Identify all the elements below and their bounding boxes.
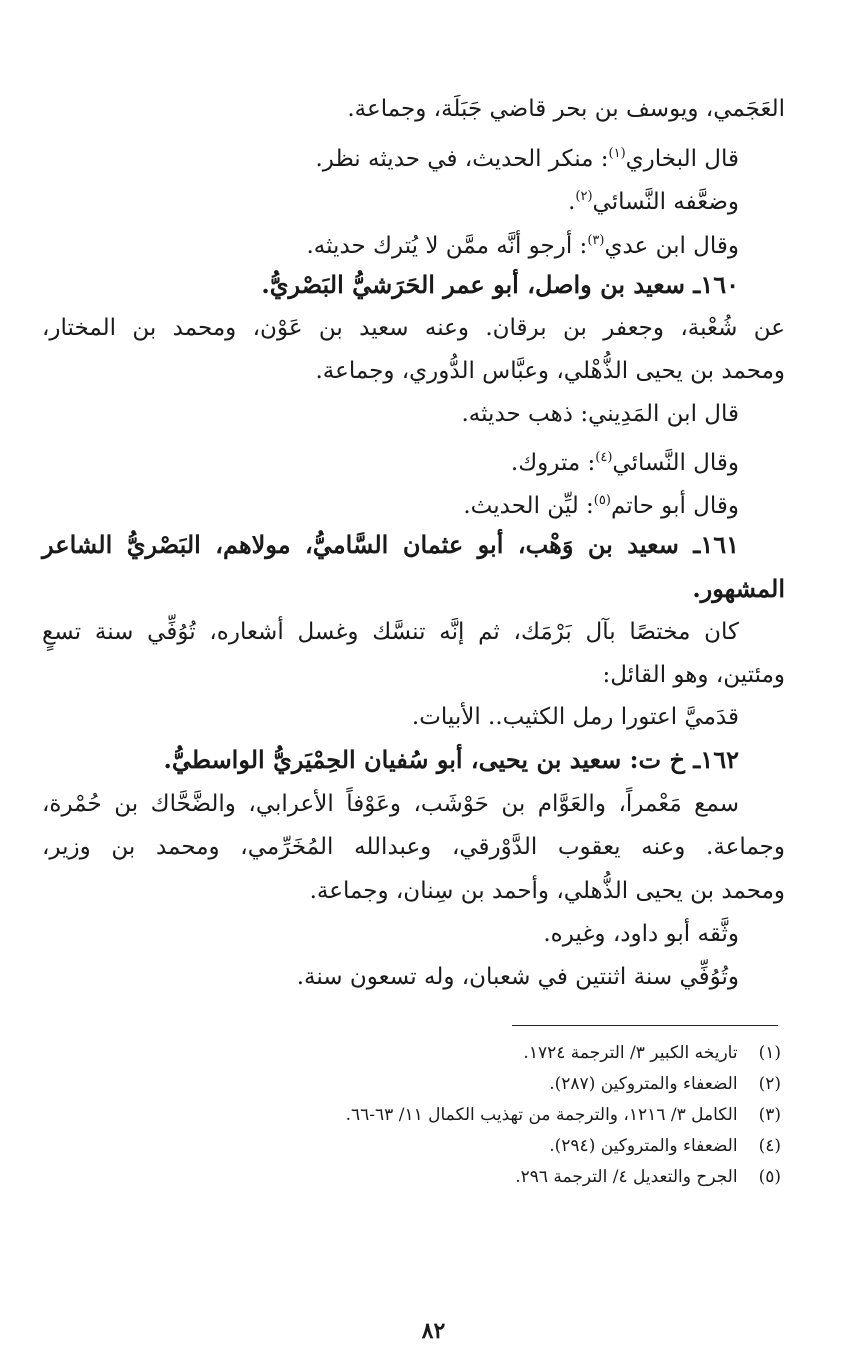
line-text: . — [568, 189, 576, 215]
footnote-number: (٥) — [758, 1167, 781, 1187]
text-line: كان مختصًا بآل بَرْمَك، ثم إنَّه تنسَّك وغسل أشعاره، تُوُفِّي سنة تسعٍ — [42, 619, 739, 645]
footnote-ref: (٣) — [587, 233, 605, 248]
text-line: العَجَمي، ويوسف بن بحر قاضي جَبَلَة، وجماعة. — [347, 96, 785, 122]
entry-heading: ١٦٢ـ خ ت: سعيد بن يحيى، أبو سُفيان الحِمْيَريُّ الواسطيُّ. — [163, 745, 739, 774]
text-line — [42, 224, 739, 258]
footnote-number: (٣) — [758, 1105, 781, 1125]
footnote-separator — [512, 1025, 778, 1026]
footnote-ref: (٤) — [595, 450, 613, 465]
line-text: وقال النَّسائي — [612, 450, 739, 476]
footnote-text: الكامل ٣/ ١٢١٦، والترجمة من تهذيب الكمال ١١/ ٦٣-٦٦. — [345, 1105, 738, 1125]
footnote — [200, 1102, 781, 1128]
text-line — [42, 484, 739, 518]
footnote-text: تاريخه الكبير ٣/ الترجمة ١٧٢٤. — [523, 1043, 738, 1063]
entry-heading-continued: المشهور. — [692, 574, 785, 603]
footnote-number: (٢) — [758, 1074, 781, 1094]
line-text: : أرجو أنَّه ممَّن لا يُترك حديثه. — [306, 233, 588, 259]
line-text: وقال أبو حاتم — [610, 493, 739, 519]
footnote — [200, 1040, 781, 1066]
line-text: وضعَّفه النَّسائي — [592, 189, 739, 215]
page-number: ٨٢ — [421, 1318, 446, 1344]
footnote — [200, 1071, 781, 1097]
line-text: وقال ابن عدي — [604, 233, 739, 259]
text-line: سمع مَعْمراً، والعَوَّام بن حَوْشَب، وعَوْفاً الأعرابي، والضَّحَّاك بن حُمْرة، — [42, 791, 739, 817]
footnote-text: الضعفاء والمتروكين (٢٩٤). — [549, 1136, 738, 1156]
line-text: : ليِّن الحديث. — [463, 493, 594, 519]
text-line — [42, 441, 739, 475]
text-line: ومحمد بن يحيى الذُّهْلي، وعبَّاس الدُّوري، وجماعة. — [315, 358, 785, 384]
text-line: وتُوُفِّي سنة اثنتين في شعبان، وله تسعون سنة. — [296, 964, 739, 990]
footnote-ref: (٥) — [593, 493, 611, 508]
text-line: عن شُعْبة، وجعفر بن برقان. وعنه سعيد بن عَوْن، ومحمد بن المختار، — [42, 315, 785, 341]
verse-line: قدَميَّ اعتورا رمل الكثيب.. الأبيات. — [411, 704, 739, 730]
entry-heading: ١٦١ـ سعيد بن وَهْب، أبو عثمان السَّاميُّ، مولاهم، البَصْريُّ الشاعر — [42, 530, 739, 559]
line-text: : متروك. — [510, 450, 596, 476]
text-line — [42, 137, 739, 171]
text-line: قال ابن المَدِيني: ذهب حديثه. — [461, 401, 739, 427]
text-line: ومحمد بن يحيى الذُّهلي، وأحمد بن سِنان، وجماعة. — [309, 878, 785, 904]
footnote-text: الضعفاء والمتروكين (٢٨٧). — [549, 1074, 738, 1094]
entry-heading: ١٦٠ـ سعيد بن واصل، أبو عمر الحَرَشيُّ البَصْريُّ. — [261, 270, 739, 299]
line-text: : منكر الحديث، في حديثه نظر. — [315, 146, 609, 172]
footnote-ref: (١) — [608, 146, 626, 161]
text-line: وجماعة. وعنه يعقوب الدَّوْرقي، وعبدالله المُخَرِّمي، ومحمد بن وزير، — [42, 834, 785, 860]
footnote-text: الجرح والتعديل ٤/ الترجمة ٢٩٦. — [515, 1167, 738, 1187]
footnote-number: (٤) — [758, 1136, 781, 1156]
line-text: قال البخاري — [625, 146, 739, 172]
footnote-ref: (٢) — [575, 189, 593, 204]
text-line: وثَّقه أبو داود، وغيره. — [543, 921, 739, 947]
text-line: ومئتين، وهو القائل: — [602, 662, 785, 688]
footnote — [200, 1133, 781, 1159]
footnote — [200, 1164, 781, 1190]
text-line — [42, 180, 739, 214]
footnote-number: (١) — [758, 1043, 781, 1063]
